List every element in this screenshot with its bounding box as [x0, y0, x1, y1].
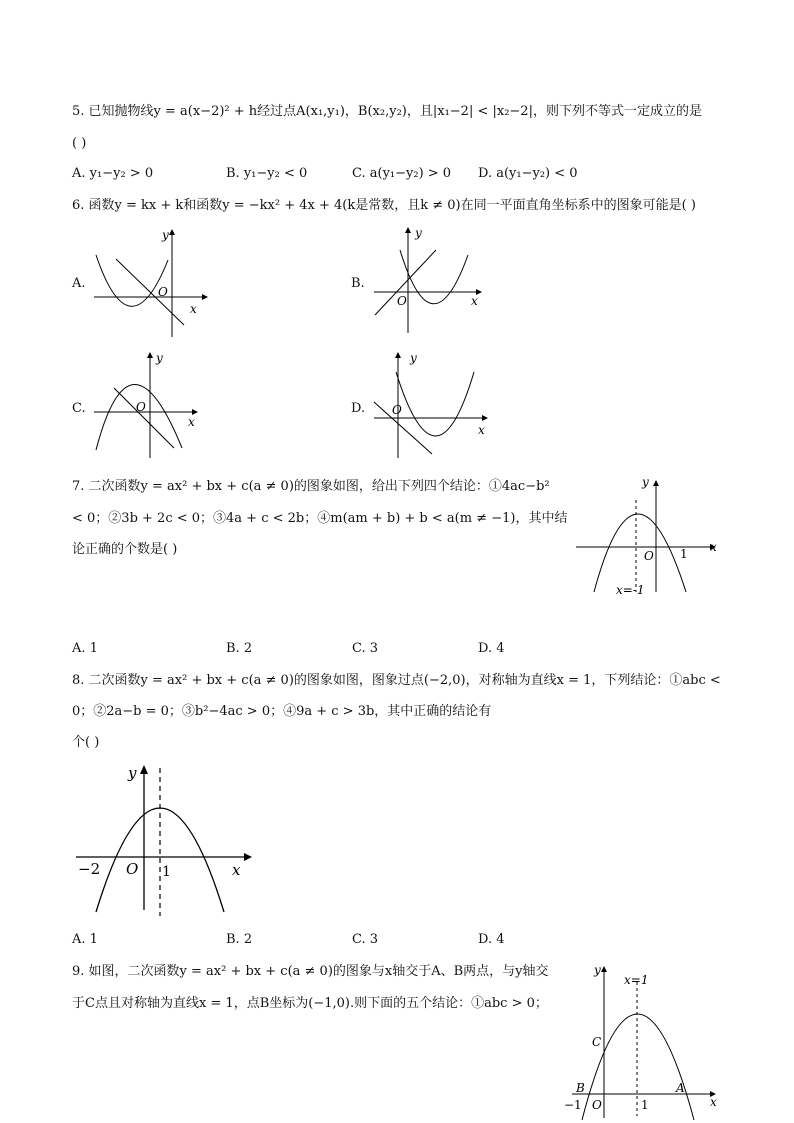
q5-option-d: D. a(y₁−y₂) < 0 [478, 166, 578, 181]
q6-b-x-label: x [471, 294, 478, 308]
q5-option-b: B. y₁−y₂ < 0 [226, 166, 308, 181]
q5-option-a: A. y₁−y₂ > 0 [72, 166, 154, 181]
q7-x-label: x [710, 540, 717, 554]
q9-axis-label: x=1 [624, 973, 649, 987]
q6-a-x-label: x [190, 302, 197, 316]
q6-graph-b [370, 225, 490, 340]
q6-c-x-label: x [188, 415, 195, 429]
q9-one-label: 1 [641, 1098, 649, 1112]
q7-option-d: D. 4 [478, 641, 505, 656]
q6-label-a: A. [72, 276, 86, 291]
q8-y-label: y [128, 764, 137, 782]
q5-stem-line2: ( ) [72, 136, 87, 151]
q8-stem-line1: 8. 二次函数y = ax² + bx + c(a ≠ 0)的图象如图，图象过点(−2,0)，对称轴为直线x = 1，下列结论：①abc < [72, 673, 721, 688]
q9-graph [560, 958, 730, 1118]
q6-d-origin: O [392, 403, 402, 417]
q6-b-y-label: y [415, 226, 422, 240]
q9-neg1-label: −1 [564, 1098, 582, 1112]
q7-option-b: B. 2 [226, 641, 253, 656]
q7-axis-label: x=-1 [616, 583, 645, 597]
q7-stem-line3: 论正确的个数是( ) [72, 542, 178, 557]
q9-y-label: y [594, 963, 601, 977]
q8-stem-line2: 0；②2a−b = 0；③b²−4ac > 0；④9a + c > 3b，其中正确的结论有 [72, 704, 492, 719]
q9-stem-line1: 9. 如图，二次函数y = ax² + bx + c(a ≠ 0)的图象与x轴交于A、B两点，与y轴交 [72, 964, 549, 979]
q8-option-d: D. 4 [478, 932, 505, 947]
q5-stem-line1: 5. 已知抛物线y = a(x−2)² + h经过点A(x₁,y₁)，B(x₂,y₂)，且|x₁−2| < |x₂−2|，则下列不等式一定成立的是 [72, 104, 702, 119]
q7-stem-line2: < 0；②3b + 2c < 0；③4a + c < 2b；④m(am + b) + b < a(m ≠ −1)，其中结 [72, 511, 568, 526]
q8-graph [74, 760, 264, 920]
q8-origin: O [126, 860, 139, 878]
q7-one-label: 1 [680, 547, 688, 561]
q6-d-x-label: x [478, 423, 485, 437]
q8-one-label: 1 [162, 864, 171, 880]
q8-option-c: C. 3 [352, 932, 379, 947]
q6-stem: 6. 函数y = kx + k和函数y = −kx² + 4x + 4(k是常数，且k ≠ 0)在同一平面直角坐标系中的图象可能是( ) [72, 198, 696, 213]
q7-graph [572, 474, 722, 604]
q6-a-y-label: y [162, 228, 169, 242]
q6-b-origin: O [397, 294, 407, 308]
q6-d-y-label: y [410, 351, 417, 365]
q8-option-b: B. 2 [226, 932, 253, 947]
q7-y-label: y [642, 475, 649, 489]
q6-label-d: D. [351, 401, 366, 416]
q8-stem-line3: 个( ) [72, 735, 100, 750]
q8-x-label: x [232, 861, 241, 879]
q5-option-c: C. a(y₁−y₂) > 0 [352, 166, 452, 181]
q6-c-y-label: y [156, 351, 163, 365]
q9-stem-line2: 于C点且对称轴为直线x = 1，点B坐标为(−1,0).则下面的五个结论：①abc > 0； [72, 996, 548, 1011]
q9-origin: O [592, 1098, 602, 1112]
q7-origin: O [644, 549, 654, 563]
q6-graph-d [370, 350, 495, 465]
q7-stem-line1: 7. 二次函数y = ax² + bx + c(a ≠ 0)的图象如图，给出下列四个结论：①4ac−b² [72, 479, 550, 494]
q6-label-c: C. [72, 401, 86, 416]
q9-point-b: B [576, 1081, 585, 1095]
q6-c-origin: O [136, 400, 146, 414]
q9-point-a: A [676, 1081, 685, 1095]
q9-point-c: C [592, 1035, 602, 1049]
q7-option-c: C. 3 [352, 641, 379, 656]
q6-graph-a [90, 225, 210, 340]
q6-graph-c [90, 350, 210, 465]
q8-option-a: A. 1 [72, 932, 98, 947]
q9-x-label: x [710, 1095, 717, 1109]
q6-label-b: B. [351, 276, 365, 291]
q7-option-a: A. 1 [72, 641, 98, 656]
q8-neg2-label: −2 [78, 860, 101, 878]
q6-a-origin: O [158, 285, 168, 299]
